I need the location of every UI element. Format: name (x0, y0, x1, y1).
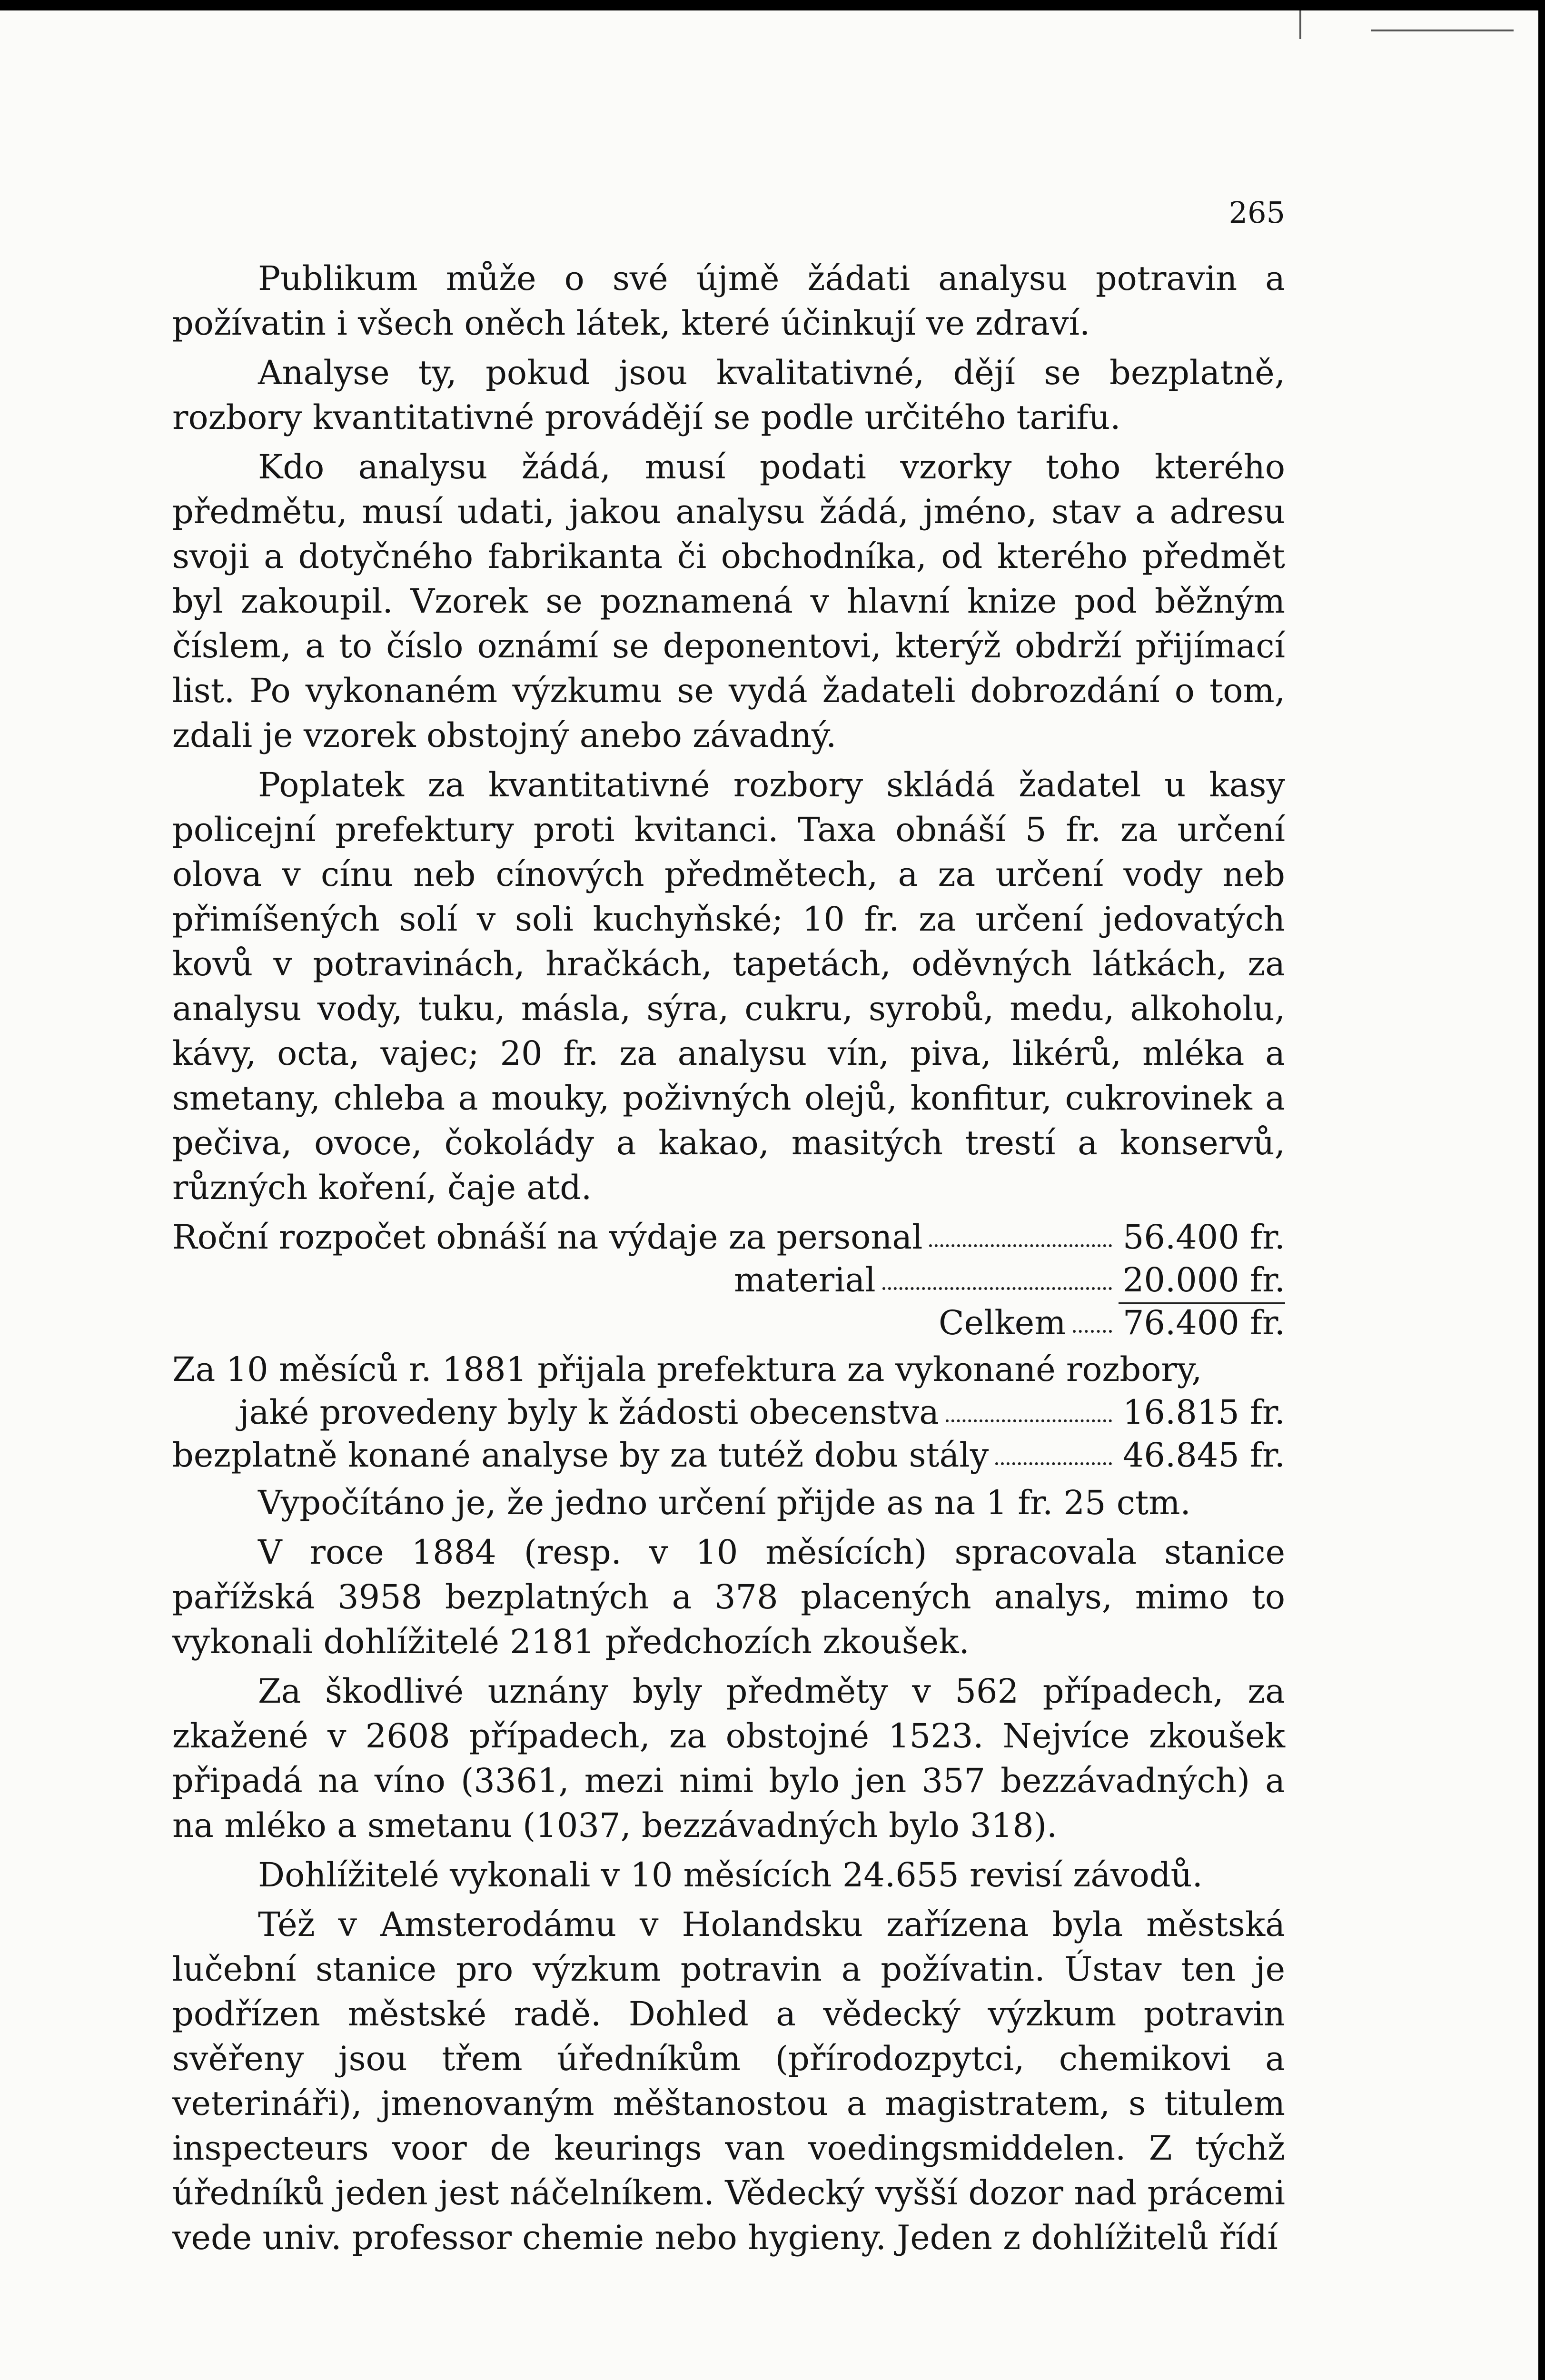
budget-table (172, 1215, 1285, 1343)
dot-leader (929, 1244, 1112, 1247)
dot-leader (946, 1419, 1112, 1422)
stats-amount: 16.815 fr. (1122, 1393, 1285, 1432)
text-column (172, 120, 1285, 2265)
scanned-page (0, 10, 1538, 2380)
paragraph: Kdo analysu žádá, musí podati vzorky toho kterého předmětu, musí udati, jakou analysu žádá, jméno, stav a adresu svoji a dotyčného fabrikanta či obchodníka, od kterého předmět byl zakoupil. Vzorek se poznamená v hlavní knize pod běžným číslem, a to číslo oznámí se deponentovi, kterýž obdrží přijímací list. Po vykonaném výzkumu se vydá žadateli dobrozdání o tom, zdali je vzorek obstojný anebo závadný. (172, 447, 1285, 755)
stats-row (172, 1390, 1285, 1433)
paragraph: Za škodlivé uznány byly předměty v 562 případech, za zkažené v 2608 případech, za obstojné 1523. Nejvíce zkoušek připadá na víno (3361, mezi nimi bylo jen 357 bezzávadných) a na mléko a smetanu (1037, bezzávadných bylo 318). (172, 1672, 1285, 1845)
paragraph: Analyse ty, pokud jsou kvalitativné, dějí se bezplatně, rozbory kvantitativné provádějí se podle určitého tarifu. (172, 353, 1285, 437)
stats-label: jaké provedeny byly k žádosti obecenstva (239, 1393, 939, 1432)
stats-table (172, 1347, 1285, 1476)
scan-edge-mark (1371, 30, 1514, 31)
budget-amount: 20.000 fr. (1119, 1258, 1285, 1304)
budget-label: material (734, 1260, 876, 1299)
page-number: 265 (1228, 195, 1285, 230)
budget-row (172, 1215, 1285, 1258)
budget-total-row (172, 1300, 1285, 1343)
stats-amount: 46.845 fr. (1122, 1436, 1285, 1475)
stats-label: bezplatně konané analyse by za tutéž dobu stály (172, 1436, 989, 1475)
budget-total-label: Celkem (939, 1303, 1066, 1342)
paragraph: Dohlížitelé vykonali v 10 měsících 24.655 revisí závodů. (258, 1855, 1203, 1894)
paragraph: Poplatek za kvantitativné rozbory skládá žadatel u kasy policejní prefektury proti kvitanci. Taxa obnáší 5 fr. za určení olova v cínu neb cínových předmětech, a za určení vody neb přimíšených solí v soli kuchyňské; 10 fr. za určení jedovatých kovů v potravinách, hračkách, tapetách, oděvných látkách, za analysu vody, tuku, másla, sýra, cukru, syrobů, medu, alkoholu, kávy, octa, vajec; 20 fr. za analysu vín, piva, likérů, mléka a smetany, chleba a mouky, poživných olejů, konfitur, cukrovinek a pečiva, ovoce, čokolády a kakao, masitých trestí a konservů, různých koření, čaje atd. (172, 765, 1285, 1207)
dot-leader (1073, 1330, 1112, 1333)
paragraph: V roce 1884 (resp. v 10 měsících) spracovala stanice pařížská 3958 bezplatných a 378 placených analys, mimo to vykonali dohlížitelé 2181 předchozích zkoušek. (172, 1533, 1285, 1661)
stats-row (172, 1433, 1285, 1476)
scan-edge-mark (1299, 10, 1301, 39)
paragraph: Vypočítáno je, že jedno určení přijde as na 1 fr. 25 ctm. (258, 1483, 1191, 1522)
dot-leader (882, 1287, 1112, 1290)
stats-intro-text: Za 10 měsíců r. 1881 přijala prefektura za vykonané rozbory, (172, 1350, 1202, 1389)
budget-label: Roční rozpočet obnáší na výdaje za personal (172, 1218, 923, 1257)
budget-row (172, 1258, 1285, 1300)
budget-total-amount: 76.400 fr. (1122, 1303, 1285, 1342)
paragraph: Též v Amsterodámu v Holandsku zařízena byla městská lučební stanice pro výzkum potravin a požívatin. Ústav ten je podřízen městské radě. Dohled a vědecký výzkum potravin svěřeny jsou třem úředníkům (přírodozpytci, chemikovi a veterináři), jmenovaným měštanostou a magistratem, s titulem inspecteurs voor de keurings van voedingsmiddelen. Z týchž úředníků jeden jest náčelníkem. Vědecký vyšší dozor nad prácemi vede univ. professor chemie nebo hygieny. Jeden z dohlížitelů řídí (172, 1905, 1285, 2257)
paragraph: Publikum může o své újmě žádati analysu potravin a požívatin i všech oněch látek, které účinkují ve zdraví. (172, 259, 1285, 343)
stats-intro (172, 1347, 1285, 1390)
dot-leader (995, 1462, 1112, 1465)
budget-amount: 56.400 fr. (1122, 1218, 1285, 1257)
